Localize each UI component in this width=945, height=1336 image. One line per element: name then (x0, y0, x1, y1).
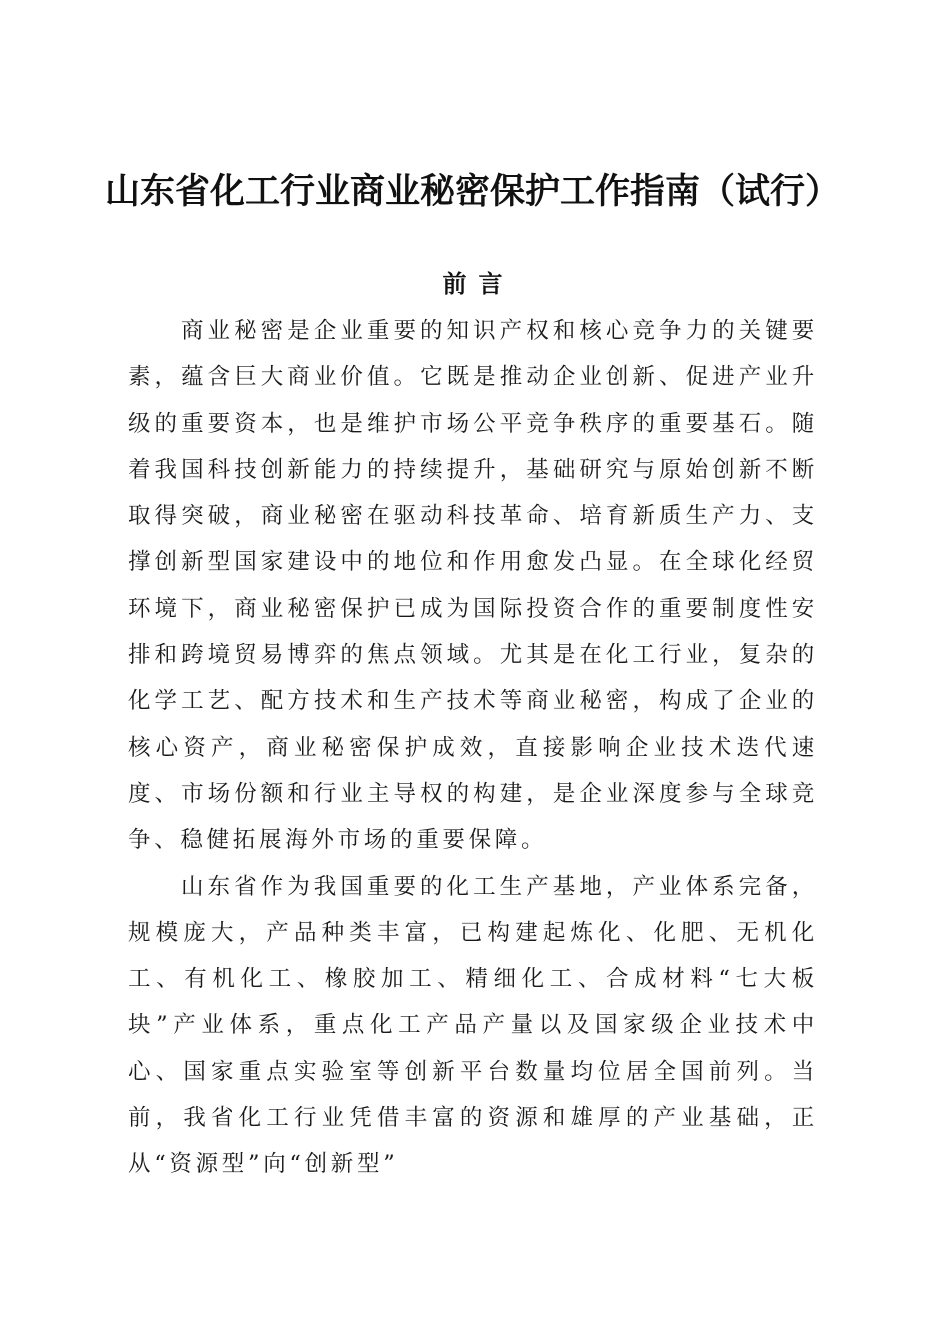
document-body (128, 308, 818, 1188)
document-title: 山东省化工行业商业秘密保护工作指南（试行） (104, 171, 840, 212)
paragraph: 山东省作为我国重要的化工生产基地，产业体系完备，规模庞大，产品种类丰富，已构建起炼化、化肥、无机化工、有机化工、橡胶加工、精细化工、合成材料“七大板块”产业体系，重点化工产品产量以及国家级企业技术中心、国家重点实验室等创新平台数量均位居全国前列。当前，我省化工行业凭借丰富的资源和雄厚的产业基础，正从“资源型”向“创新型” (128, 873, 818, 1178)
section-heading: 前言 (442, 270, 515, 298)
paragraph: 商业秘密是企业重要的知识产权和核心竞争力的关键要素，蕴含巨大商业价值。它既是推动企业创新、促进产业升级的重要资本，也是维护市场公平竞争秩序的重要基石。随着我国科技创新能力的持续提升，基础研究与原始创新不断取得突破，商业秘密在驱动科技革命、培育新质生产力、支撑创新型国家建设中的地位和作用愈发凸显。在全球化经贸环境下，商业秘密保护已成为国际投资合作的重要制度性安排和跨境贸易博弈的焦点领域。尤其是在化工行业，复杂的化学工艺、配方技术和生产技术等商业秘密，构成了企业的核心资产，商业秘密保护成效，直接影响企业技术迭代速度、市场份额和行业主导权的构建，是企业深度参与全球竞争、稳健拓展海外市场的重要保障。 (128, 318, 818, 854)
